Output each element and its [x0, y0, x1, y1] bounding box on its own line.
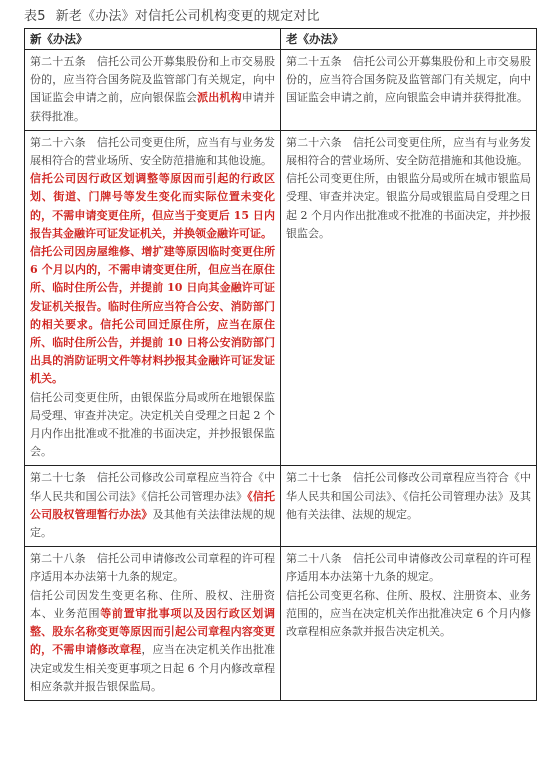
header-row [25, 29, 537, 50]
provision-text: ，应当在决定机关作出批准决定或发生相关变更事项之日起 6 个月内修改章程相应条款并报告银保监局。 [30, 643, 276, 693]
comparison-table [24, 28, 537, 701]
highlighted-change-text: 等前置审批事项以及因行政区划调整、股东名称变更等原因而引起公司章程内容变更的，不需申请修改章程 [30, 606, 276, 657]
provision-paragraph [30, 134, 275, 170]
provision-text: 第二十七条 信托公司修改公司章程应当符合《中华人民共和国公司法》《信托公司管理办法》 [30, 471, 275, 503]
provision-paragraph [286, 170, 531, 243]
table-title: 新老《办法》对信托公司机构变更的规定对比 [55, 9, 320, 24]
provision-text: 信托公司变更住所，由银监分局或所在城市银监局受理、审查并决定。银监分局或银监局自受理之日起 2 个月内作出批准或不批准的书面决定，并抄报银监会。 [286, 172, 531, 240]
provision-text: 第二十八条 信托公司申请修改公司章程的许可程序适用本办法第十九条的规定。 [286, 552, 531, 584]
cell-old-provision [281, 547, 537, 701]
header-old: 老《办法》 [281, 29, 537, 50]
table-body [25, 50, 537, 701]
provision-paragraph [30, 170, 275, 243]
provision-paragraph [30, 587, 275, 696]
highlighted-change-text: 《信托公司股权管理暂行办法》 [30, 489, 276, 521]
provision-text: 第二十七条 信托公司修改公司章程应当符合《中华人民共和国公司法》、《信托公司管理办法》及其他有关法律、法规的规定。 [286, 471, 531, 521]
table-row [25, 50, 537, 131]
provision-paragraph [286, 469, 531, 524]
cell-new-provision [25, 547, 281, 701]
table-number: 表5 [24, 9, 46, 24]
provision-text: 及其他有关法律法规的规定。 [30, 507, 276, 540]
provision-paragraph [286, 53, 531, 108]
highlighted-change-text: 信托公司因行政区划调整等原因而引起的行政区划、街道、门牌号等发生变化而实际位置未变化的，不需申请变更住所，但应当于变更后 15 日内报告其金融许可证发证机关，并换领金融许可证。 [30, 172, 275, 240]
cell-new-provision [25, 466, 281, 547]
cell-new-provision [25, 130, 281, 466]
provision-paragraph [30, 469, 275, 542]
table-row [25, 130, 537, 466]
provision-text: 信托公司变更名称、住所、股权、注册资本、业务范围的，应当在决定机关作出批准决定 6 个月内修改章程相应条款并报告决定机关。 [286, 588, 531, 639]
provision-text: 第二十八条 信托公司申请修改公司章程的许可程序适用本办法第十九条的规定。 [30, 552, 275, 584]
provision-paragraph [30, 53, 275, 126]
header-new: 新《办法》 [25, 29, 281, 50]
highlighted-change-text: 派出机构 [197, 91, 242, 105]
provision-text: 第二十六条 信托公司变更住所，应当有与业务发展相符合的营业场所、安全防范措施和其他设施。 [30, 135, 275, 168]
cell-new-provision [25, 50, 281, 131]
provision-text: 信托公司变更住所，由银保监分局或所在地银保监局受理、审查并决定。决定机关自受理之日起 2 个月内作出批准或不批准的书面决定，并抄报银保监会。 [30, 390, 275, 459]
provision-paragraph [30, 243, 275, 389]
provision-paragraph [286, 134, 531, 170]
provision-text: 第二十五条 信托公司公开募集股份和上市交易股份的，应当符合国务院及监管部门有关规定，向中国证监会申请之前，应向银监会申请并获得批准。 [286, 55, 531, 105]
table-row [25, 466, 537, 547]
table-caption [24, 5, 320, 25]
provision-paragraph [286, 587, 531, 642]
provision-text: 信托公司因发生变更名称、住所、股权、注册资本、业务范围 [30, 588, 275, 620]
table-row [25, 547, 537, 701]
provision-paragraph [30, 389, 275, 462]
provision-text: 第二十五条 信托公司公开募集股份和上市交易股份的，应当符合国务院及监管部门有关规定，向中国证监会申请之前，应向银保监会 [30, 55, 275, 105]
provision-paragraph [286, 550, 531, 586]
cell-old-provision [281, 130, 537, 466]
provision-text: 第二十六条 信托公司变更住所，应当有与业务发展相符合的营业场所、安全防范措施和其他设施。 [286, 135, 531, 168]
provision-paragraph [30, 550, 275, 586]
highlighted-change-text: 信托公司因房屋维修、增扩建等原因临时变更住所 6 个月以内的，不需申请变更住所，但应当在原住所、临时住所公告，并提前 10 日向其金融许可证发证机关报告。临时住所应当符合公安、消防部门的相关要求。信托公司回迁原住所，应当在原住所、临时住所公告，并提前 10 日将公安消防部门出具的消防证明文件等材料抄报其金融许可证发证机关。 [30, 245, 275, 386]
cell-old-provision [281, 466, 537, 547]
cell-old-provision [281, 50, 537, 131]
provision-text: 申请并获得批准。 [30, 91, 276, 123]
